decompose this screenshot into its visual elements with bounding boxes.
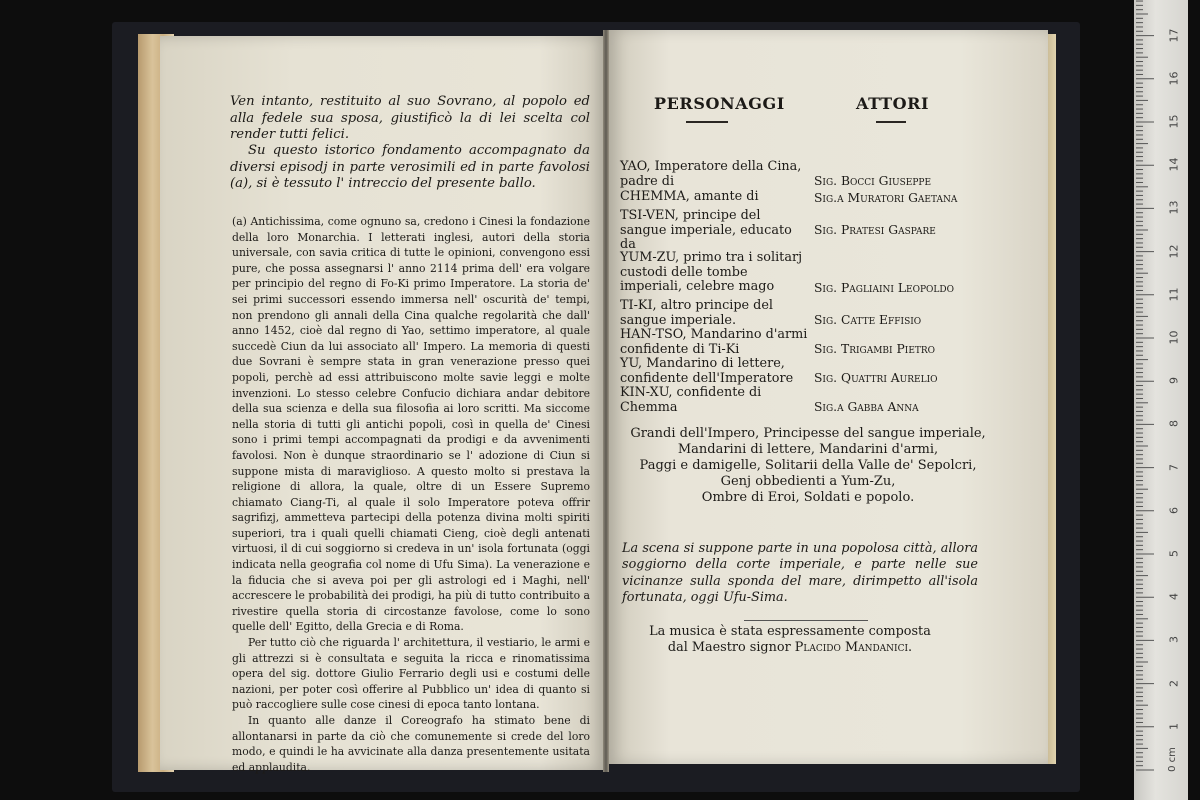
music-rule [744, 620, 868, 621]
scene-description: La scena si suppone parte in una popolosa città, allora soggiorno della corte imperiale, e parte nelle sue vicinanze sulla sponda del mare, dirimpetto all'isola fortunata, oggi Ufu-Sima. [622, 540, 978, 606]
music-prefix: dal Maestro signor [667, 640, 791, 656]
cast-row [620, 386, 990, 415]
cast-role: HAN-TSO, Mandarino d'armi confidente di Ti-Ki [620, 327, 808, 357]
cast-role: TI-KI, altro principe del sangue imperiale. [620, 298, 774, 328]
left-paragraph-1: Ven intanto, restituito al suo Sovrano, al popolo ed alla fedele sua sposa, giustificò la di lei scelta col render tutti felici. [230, 94, 590, 142]
cast-row [620, 195, 990, 253]
measuring-ruler [1134, 0, 1188, 800]
ruler-number: 8 [1167, 420, 1181, 428]
ruler-number: 11 [1167, 287, 1181, 302]
ruler-number: 5 [1167, 550, 1181, 557]
footnote-paragraph: (a) Antichissima, come ognuno sa, credono i Cinesi la fondazione della loro Monarchia. I letterati inglesi, autori della storia universale, con savia critica di tutte le opinioni, convengono essi pure, che possa assegnarsi l' anno 2114 prima dell' era volgare per principio del regno di Fo-Ki primo Imperatore. La storia de' sei primi successori essendo immersa nell' oscurità de' tempi, non prendono gli annali della Cina qualche regolarità che dall' anno 1452, cioè dal regno di Yao, settimo imperatore, al quale succedè Ciun da lui associato all' Impero. La memoria di questi due Sovrani è sempre stata in gran venerazione presso quei popoli, perchè ad essi attribuiscono molte savie leggi e molte invenzioni. Lo stesso celebre Confucio dichiara andar debitore della sua scienza e della sua filosofia ai loro scritti. Ma siccome nella storia di tutti gli antichi popoli, così in quella de' Cinesi sono i primi tempi accompagnati da prodigi e da avvenimenti favolosi. Non è dunque straordinario se l' adozione di Ciun si suppone mista di maraviglioso. A questo molto si prestava la religione di allora, la quale, oltre di un Essere Supremo chiamato Ciang-Ti, al quale il solo Imperatore poteva offrir sagrifizj, ammetteva partecipi della potenza divina molti spiriti superiori, tra i quali quelli chiamati Cieng, cioè degli antenati virtuosi, il di cui soggiorno si credeva in un' isola fortunata (oggi indicata nella geografia col nome di Ufu Sima). La venerazione e la fiducia che si aveva poi per gli astrologi ed i Maghi, nell' accrescere le probabilità dei prodigi, ha più di tutto contribuito a rivestire quella storia di circostanze favolose, come lo sono quelle dell' Egitto, della Grecia e di Roma. [232, 215, 590, 634]
cast-role: KIN-XU, confidente di Chemma [620, 385, 762, 415]
ruler-number: 6 [1167, 506, 1181, 514]
ruler-number: 13 [1167, 200, 1181, 215]
ruler-number: 16 [1167, 71, 1181, 86]
heading-rule [686, 121, 728, 123]
cast-actor: Sig. Bocci Giuseppe [814, 174, 932, 188]
music-composer: Placido Mandanici. [794, 640, 913, 656]
extras-list [618, 426, 998, 506]
cast-actor: Sig. Quattri Aurelio [814, 371, 938, 385]
ruler-number: 10 [1167, 330, 1181, 345]
cast-role: YU, Mandarino di lettere, confidente dell'Imperatore [620, 356, 794, 386]
ruler-number: 15 [1167, 114, 1181, 129]
ruler-number: 9 [1167, 377, 1181, 385]
extras-line: Grandi dell'Impero, Principesse del sangue imperiale, [630, 426, 986, 441]
ruler-number: 2 [1167, 679, 1181, 687]
ruler-number: 12 [1167, 244, 1181, 259]
ruler-number: 3 [1167, 636, 1181, 644]
cast-row [620, 357, 990, 386]
cast-role: CHEMMA, amante di [620, 189, 759, 204]
cast-actor: Sig. Catte Effisio [814, 313, 922, 327]
ruler-number: 17 [1167, 28, 1181, 43]
book-gutter [603, 30, 609, 772]
cast-row [620, 328, 990, 357]
left-paragraph-2: Su questo istorico fondamento accompagnato da diversi episodj in parte verosimili ed in parte favolosi (a), si è tessuto l' intreccio del presente ballo. [230, 143, 590, 191]
cast-actor: Sig. Pagliaini Leopoldo [814, 281, 954, 295]
cast-actor: Sig.a Gabba Anna [814, 400, 919, 414]
cast-role: YUM-ZU, primo tra i solitarj custodi delle tombe imperiali, celebre mago [620, 250, 803, 295]
ruler-number: 7 [1167, 463, 1181, 471]
cast-row [620, 237, 990, 299]
music-line-2 [640, 640, 940, 656]
cast-list [620, 160, 990, 415]
cast-row [620, 159, 990, 189]
extras-line: Ombre di Eroi, Soldati e popolo. [701, 490, 915, 505]
extras-line: Mandarini di lettere, Mandarini d'armi, [677, 442, 939, 457]
ruler-unit-label: 0 cm [1166, 747, 1178, 772]
ruler-number: 1 [1167, 722, 1181, 730]
heading-rule [876, 121, 906, 123]
cast-row [620, 177, 990, 205]
ruler-number: 4 [1167, 593, 1181, 601]
cast-actor: Sig. Trigambi Pietro [814, 342, 936, 356]
cast-row [620, 299, 990, 328]
cast-role: YAO, Imperatore della Cina, padre di [620, 159, 802, 189]
music-line-1: La musica è stata espressamente composta [649, 624, 931, 639]
footnote-paragraph: In quanto alle danze il Coreografo ha stimato bene di allontanarsi in parte da ciò che comunemente si crede del loro modo, e quindi le ha avvicinate alla danza presentemente usitata ed applaudita. [232, 714, 590, 774]
music-credit [640, 624, 940, 657]
heading-attori: ATTORI [856, 94, 930, 113]
footnote-paragraph: Per tutto ciò che riguarda l' architettura, il vestiario, le armi e gli attrezzi si è consultata e seguita la ricca e rinomatissima opera del sig. dottore Giulio Ferrario degli usi e costumi delle nazioni, per poter così offerire al Pubblico un' idea di quanto si può raccogliere sulle cose cinesi di epoca tanto lontana. [232, 636, 590, 712]
extras-line: Paggi e damigelle, Solitarii della Valle de' Sepolcri, [639, 458, 977, 473]
heading-personaggi: PERSONAGGI [654, 94, 785, 113]
cast-actor: Sig.a Muratori Gaetana [814, 191, 958, 205]
ruler-number: 14 [1167, 157, 1181, 172]
extras-line: Genj obbedienti a Yum-Zu, [720, 474, 896, 489]
footnote [232, 214, 590, 775]
cast-actor: Sig. Pratesi Gaspare [814, 223, 936, 237]
cast-role: TSI-VEN, principe del sangue imperiale, educato da [620, 208, 792, 253]
